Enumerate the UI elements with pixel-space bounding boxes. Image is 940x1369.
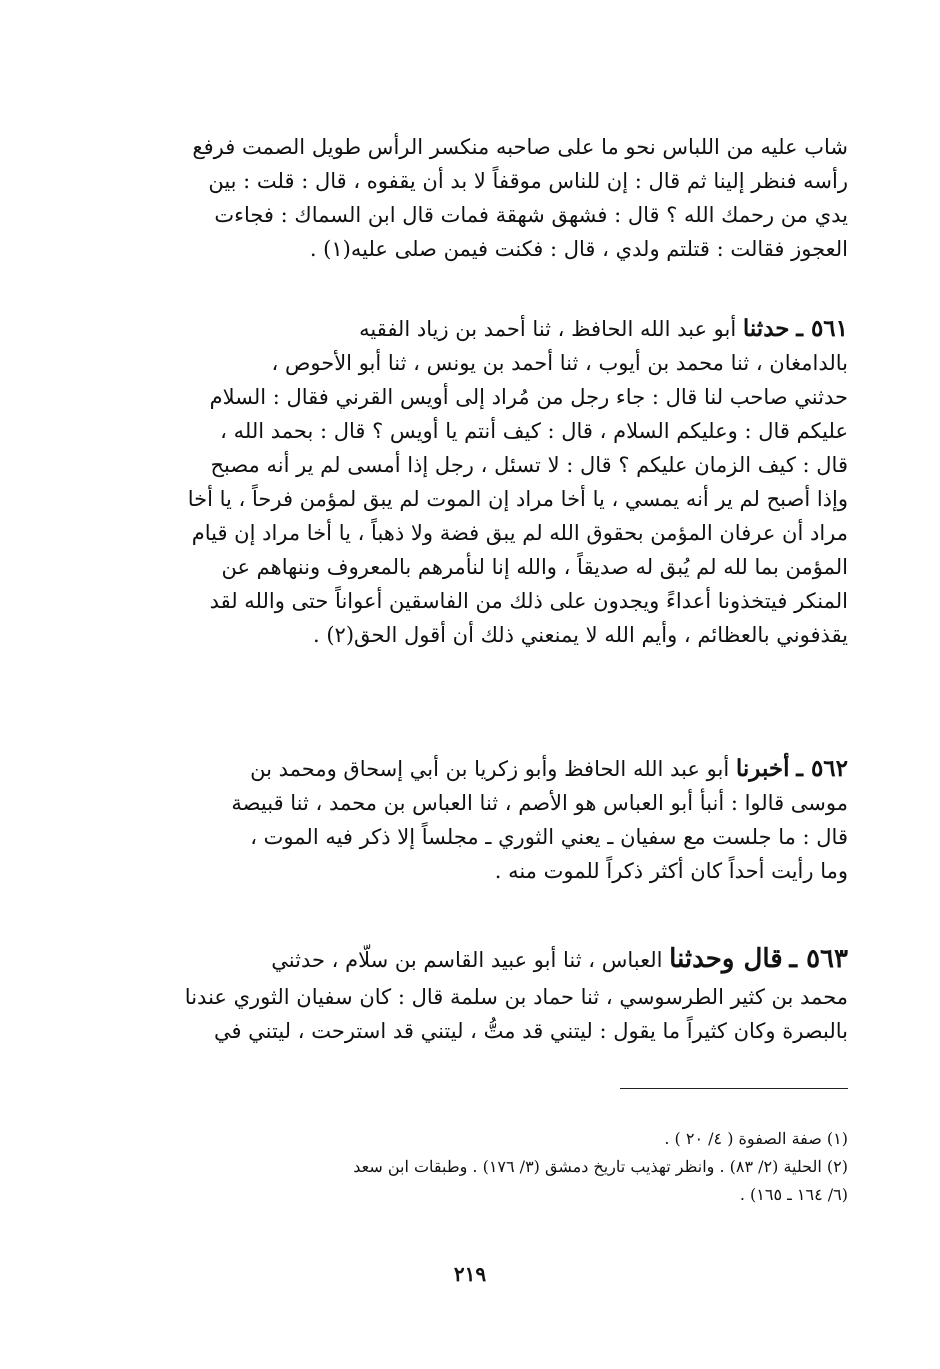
text-line: وما رأيت أحداً كان أكثر ذكراً للموت منه . <box>494 859 848 883</box>
line-rest: أبو عبد الله الحافظ ، ثنا أحمد بن زياد الفقيه <box>359 317 737 341</box>
narration-keyword: أخبرنا <box>735 755 790 782</box>
text-line: محمد بن كثير الطرسوسي ، ثنا حماد بن سلمة قال : كان سفيان الثوري عندنا <box>184 985 848 1009</box>
text-line: قال : ما جلست مع سفيان ـ يعني الثوري ـ مجلساً إلا ذكر فيه الموت ، <box>250 825 848 849</box>
paragraph-562 <box>160 752 848 888</box>
text-line: موسى قالوا : أنبأ أبو العباس هو الأصم ، ثنا العباس بن محمد ، ثنا قبيصة <box>231 791 848 815</box>
text-line: يدي من رحمك الله ؟ قال : فشهق شهقة فمات قال ابن السماك : فجاءت <box>214 203 848 227</box>
text-line: حدثني صاحب لنا قال : جاء رجل من مُراد إلى أويس القرني فقال : السلام <box>209 385 848 409</box>
text-line: قال : كيف الزمان عليكم ؟ قال : لا تسئل ، رجل إذا أمسى لم ير أنه مصبح <box>210 453 848 477</box>
footnote-2-cont: (٦/ ١٦٤ ـ ١٦٥) . <box>739 1185 848 1204</box>
hadith-number: ٥٦٣ ـ <box>789 944 848 974</box>
paragraph-563 <box>160 938 848 1048</box>
narration-keyword: حدثنا <box>742 315 790 342</box>
text-line: رأسه فنظر إلينا ثم قال : إن للناس موقفاً لا بد أن يقفوه ، قال : قلت : بين <box>208 169 848 193</box>
text-line: المؤمن بما لله لم يُبق له صديقاً ، والله إنا لنأمرهم بالمعروف وننهاهم عن <box>221 555 848 579</box>
hadith-number: ٥٦٢ ـ <box>796 755 848 782</box>
footnote-separator <box>620 1088 848 1089</box>
text-line: يقذفوني بالعظائم ، وأيم الله لا يمنعني ذلك أن أقول الحق(٢) . <box>313 623 848 647</box>
text-line: وإذا أصبح لم ير أنه يمسي ، يا أخا مراد إن الموت لم يبق لمؤمن فرحاً ، يا أخا <box>187 487 848 511</box>
footnote-2: (٢) الحلية (٢/ ٨٣) . وانظر تهذيب تاريخ دمشق (٣/ ١٧٦) . وطبقات ابن سعد <box>353 1157 848 1176</box>
text-line <box>160 938 848 980</box>
text-line: العجوز فقالت : قتلتم ولدي ، قال : فكنت فيمن صلى عليه(١) . <box>309 237 848 261</box>
paragraph-561 <box>160 312 848 652</box>
text-line: عليكم قال : وعليكم السلام ، قال : كيف أنتم يا أويس ؟ قال : بحمد الله ، <box>220 419 848 443</box>
line-rest: العباس ، ثنا أبو عبيد القاسم بن سلّام ، حدثني <box>271 948 663 972</box>
page-number: ٢١٩ <box>453 1262 487 1286</box>
text-line <box>160 752 848 786</box>
text-line: شاب عليه من اللباس نحو ما على صاحبه منكسر الرأس طويل الصمت فرفع <box>192 135 848 159</box>
hadith-number: ٥٦١ ـ <box>796 315 848 342</box>
narration-keyword: قال وحدثنا <box>669 944 783 974</box>
footnote-1: (١) صفة الصفوة ( ٤/ ٢٠ ) . <box>664 1129 848 1148</box>
text-line: المنكر فيتخذونا أعداءً ويجدون على ذلك من الفاسقين أعواناً حتى والله لقد <box>209 589 848 613</box>
line-rest: أبو عبد الله الحافظ وأبو زكريا بن أبي إسحاق ومحمد بن <box>250 757 730 781</box>
text-line <box>160 312 848 346</box>
paragraph-intro <box>160 130 848 266</box>
text-line: بالبصرة وكان كثيراً ما يقول : ليتني قد متُّ ، ليتني قد استرحت ، ليتني في <box>213 1019 848 1043</box>
text-line: مراد أن عرفان المؤمن بحقوق الله لم يبق فضة ولا ذهباً ، يا أخا مراد إن قيام <box>191 521 848 545</box>
text-line: بالدامغان ، ثنا محمد بن أيوب ، ثنا أحمد بن يونس ، ثنا أبو الأحوص ، <box>271 351 848 375</box>
